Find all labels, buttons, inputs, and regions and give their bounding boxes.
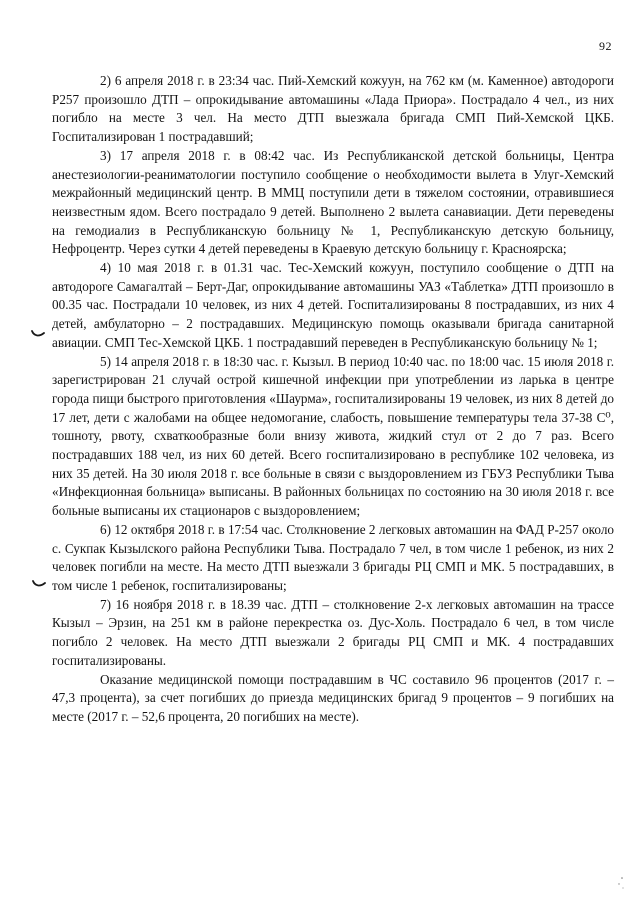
paragraph-incident-3: 3) 17 апреля 2018 г. в 08:42 час. Из Республиканской детской больницы, Центра анестезиологии-реаниматологии поступило сообщение о необходимости вылета в Улуг-Хемский межрайонный медицинский центр. В ММЦ поступили дети в тяжелом состоянии, отравившиеся неизвестным ядом. Всего пострадало 9 детей. Выполнено 2 вылета санавиации. Дети переведены на гемодиализ в Республиканскую больницу № 1, Республиканскую детскую больницу, Нефроцентр. Через сутки 4 детей переведены в Краевую детскую больницу г. Красноярска; bbox=[52, 147, 614, 257]
paragraph-incident-2: 2) 6 апреля 2018 г. в 23:34 час. Пий-Хемский кожуун, на 762 км (м. Каменное) автодороги Р257 произошло ДТП – опрокидывание автомашины «Лада Приора». Пострадало 4 чел., из них погибло на месте 3 чел. На место ДТП выезжала бригада СМП Пий-Хемской ЦКБ. Госпитализирован 1 пострадавший; bbox=[52, 73, 614, 145]
scan-artifact bbox=[616, 875, 626, 891]
page-number: 92 bbox=[599, 39, 612, 53]
pen-tick-mark bbox=[31, 330, 45, 338]
paragraph-summary: Оказание медицинской помощи пострадавшим в ЧС составило 96 процентов (2017 г. – 47,3 процента), за счет погибших до приезда медицинских бригад 9 процентов – 9 погибших на месте (2017 г. – 52,6 процента, 20 погибших на месте). bbox=[52, 671, 614, 724]
paragraph-incident-4: 4) 10 мая 2018 г. в 01.31 час. Тес-Хемский кожуун, поступило сообщение о ДТП на автодороге Самагалтай – Берт-Даг, опрокидывание автомашины УАЗ «Таблетка» ДТП произошло в 00.35 час. Пострадали 10 человек, из них 4 детей. Госпитализированы 8 пострадавших, из них 4 детей, амбулаторно – 2 пострадавших. Медицинскую помощь оказывали бригада санитарной авиации. СМП Тес-Хемской ЦКБ. 1 пострадавший переведен в Республиканскую больницу № 1; bbox=[52, 260, 614, 350]
paragraph-incident-5: 5) 14 апреля 2018 г. в 18:30 час. г. Кызыл. В период 10:40 час. по 18:00 час. 15 июля 2018 г. зарегистрирован 21 случай острой кишечной инфекции при употреблении из ларька в центре города пищи быстрого приготовления «Шаурма», госпитализированы 19 человек, из них 8 детей до 17 лет, дети с жалобами на общее недомогание, слабость, повышение температуры тела 37-38 С⁰, тошноту, рвоту, схваткообразные боли внизу живота, жидкий стул от 2 до 7 раз. Всего пострадавших 188 чел, из них 60 детей. Всего госпитализировано в республике 102 человека, из них 35 детей. На 30 июля 2018 г. все больные в связи с выздоровлением из ГБУЗ Республики Тыва «Инфекционная больница» выписаны. В районных больницах по состоянию на 30 июля 2018 г. все больные выписаны их стационаров с выздоровлением; bbox=[52, 353, 614, 519]
pen-tick-mark bbox=[32, 580, 46, 588]
paragraph-incident-7: 7) 16 ноября 2018 г. в 18.39 час. ДТП – столкновение 2-х легковых автомашин на трассе Кызыл – Эрзин, на 251 км в районе перекрестка оз. Дус-Холь. Пострадало 6 чел, в том числе погибло 2 человек. На место ДТП выезжали 2 бригады РЦ СМП и МК. 4 пострадавших госпитализированы. bbox=[52, 596, 614, 668]
document-body bbox=[52, 72, 614, 727]
paragraph-incident-6: 6) 12 октября 2018 г. в 17:54 час. Столкновение 2 легковых автомашин на ФАД Р-257 около с. Сукпак Кызылского района Республики Тыва. Пострадало 7 чел, в том числе 1 ребенок, из них 2 человек погибли на месте. На место ДТП выезжали 3 бригады РЦ СМП и МК. 5 пострадавших, в том числе 1 ребенок, госпитализированы; bbox=[52, 521, 614, 593]
